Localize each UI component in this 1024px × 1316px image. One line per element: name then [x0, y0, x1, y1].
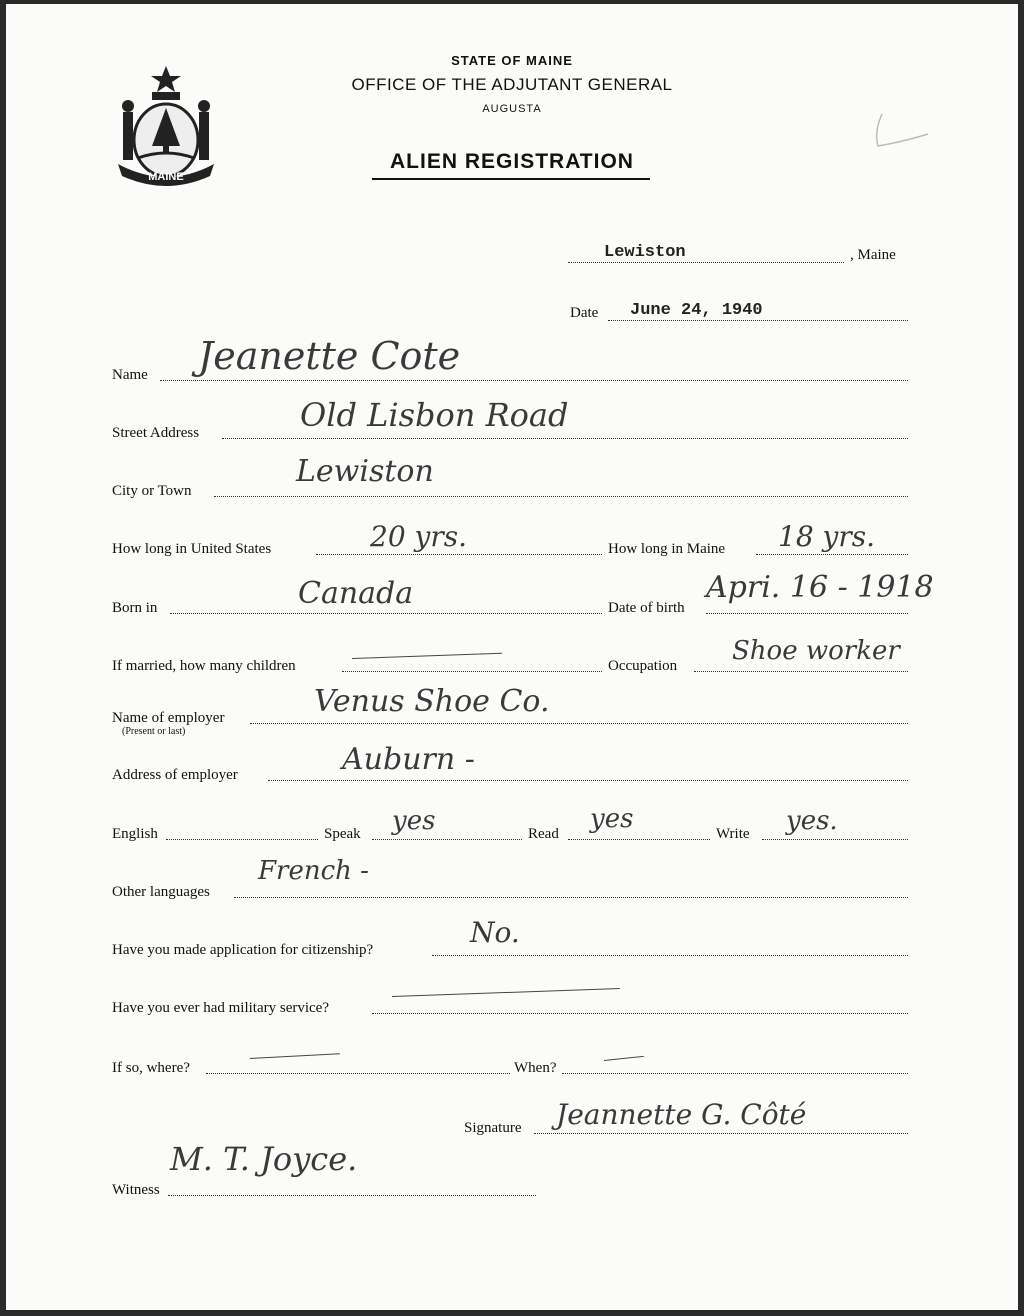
date-line	[608, 320, 908, 321]
speak-value: yes	[392, 806, 436, 836]
name-label: Name	[112, 367, 148, 383]
speak-label: Speak	[324, 826, 361, 842]
check-mark-icon	[872, 112, 930, 152]
employer-label: Name of employer	[112, 710, 225, 726]
when-label: When?	[514, 1060, 557, 1076]
when-line	[562, 1073, 908, 1074]
name-line	[160, 380, 908, 381]
employer-line	[250, 723, 908, 724]
name-value: Jeanette Cote	[198, 334, 461, 378]
signature-line	[534, 1133, 908, 1134]
where-label: If so, where?	[112, 1060, 190, 1076]
born-value: Canada	[298, 576, 414, 611]
where-line	[206, 1073, 510, 1074]
other-languages-value: French -	[258, 856, 369, 886]
place-line	[568, 262, 844, 263]
children-line	[342, 671, 602, 672]
english-label: English	[112, 826, 158, 842]
date-label: Date	[570, 305, 599, 321]
english-line	[166, 839, 318, 840]
military-line	[372, 1013, 908, 1014]
place-suffix: , Maine	[850, 247, 896, 263]
employer-note: (Present or last)	[122, 726, 186, 737]
street-label: Street Address	[112, 425, 200, 441]
occupation-value: Shoe worker	[732, 636, 900, 666]
born-label: Born in	[112, 600, 158, 616]
seal-maine-text: MAINE	[148, 171, 184, 183]
header-state: STATE OF MAINE	[451, 53, 573, 68]
read-label: Read	[528, 826, 559, 842]
maine-time-value: 18 yrs.	[778, 520, 876, 553]
us-time-value: 20 yrs.	[370, 520, 468, 553]
header-city: AUGUSTA	[482, 103, 542, 115]
employer-address-value: Auburn -	[342, 742, 475, 777]
city-value: Lewiston	[296, 454, 434, 489]
street-value: Old Lisbon Road	[300, 396, 569, 434]
write-label: Write	[716, 826, 750, 842]
employer-address-label: Address of employer	[112, 767, 238, 783]
signature-label: Signature	[464, 1120, 522, 1136]
employer-value: Venus Shoe Co.	[314, 684, 550, 719]
witness-label: Witness	[112, 1182, 160, 1198]
date-value: June 24, 1940	[630, 301, 763, 320]
read-value: yes	[590, 804, 634, 834]
witness-value: M. T. Joyce.	[170, 1140, 358, 1178]
header-office: OFFICE OF THE ADJUTANT GENERAL	[351, 75, 673, 94]
form-title: ALIEN REGISTRATION	[390, 150, 634, 173]
speak-line	[372, 839, 522, 840]
maine-time-line	[756, 554, 908, 555]
read-line	[568, 839, 710, 840]
place-value: Lewiston	[604, 243, 686, 262]
write-line	[762, 839, 908, 840]
military-label: Have you ever had military service?	[112, 1000, 329, 1016]
dob-label: Date of birth	[608, 600, 685, 616]
dob-line	[706, 613, 908, 614]
citizenship-label: Have you made application for citizenship?	[112, 942, 374, 958]
us-time-line	[316, 554, 602, 555]
citizenship-line	[432, 955, 908, 956]
occupation-label: Occupation	[608, 658, 678, 674]
city-line	[214, 496, 908, 497]
other-languages-line	[234, 897, 908, 898]
city-label: City or Town	[112, 483, 192, 499]
us-time-label: How long in United States	[112, 541, 272, 557]
occupation-line	[694, 671, 908, 672]
other-languages-label: Other languages	[112, 884, 210, 900]
signature-value: Jeannette G. Côté	[556, 1098, 807, 1131]
maine-time-label: How long in Maine	[608, 541, 726, 557]
children-label: If married, how many children	[112, 658, 296, 674]
write-value: yes.	[786, 806, 838, 836]
citizenship-value: No.	[470, 916, 520, 949]
title-underline	[372, 178, 650, 180]
employer-address-line	[268, 780, 908, 781]
dob-value: Apri. 16 - 1918	[706, 570, 934, 605]
witness-line	[168, 1195, 536, 1196]
born-line	[170, 613, 602, 614]
street-line	[222, 438, 908, 439]
